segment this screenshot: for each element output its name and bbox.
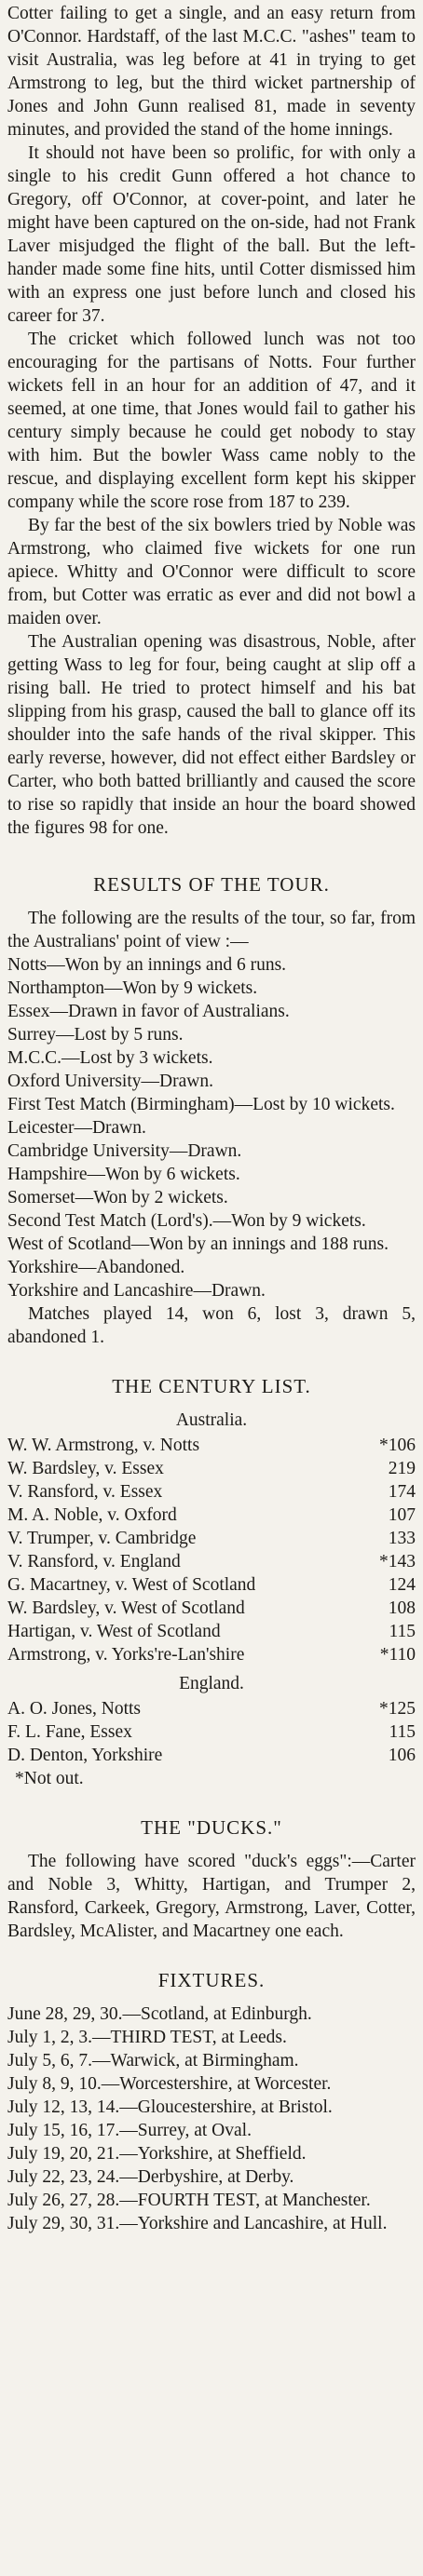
ducks-section <box>7 1814 416 1943</box>
century-row <box>7 1643 416 1666</box>
century-heading: THE CENTURY LIST. <box>112 1375 311 1397</box>
century-player: V. Ransford, v. Essex <box>7 1482 163 1502</box>
century-player: M. A. Noble, v. Oxford <box>7 1505 177 1525</box>
fixture-item: July 29, 30, 31.—Yorkshire and Lancashire, at Hull. <box>7 2214 388 2233</box>
century-section <box>7 1373 416 1790</box>
fixture-item: July 22, 23, 24.—Derbyshire, at Derby. <box>7 2167 294 2187</box>
fixture-item: July 15, 16, 17.—Surrey, at Oval. <box>7 2121 252 2140</box>
report-paragraph: The cricket which followed lunch was not too encouraging for the partisans of Notts. Four further wickets fell in an hour for an addition of 47, and it seemed, at one time, that Jones would fail to gather his century simply because he could get nobody to stay with him. But the bowler Wass came nobly to the rescue, and displaying excellent form kept his skipper company while the score rose from 187 to 239. <box>7 330 416 512</box>
australia-label: Australia. <box>175 1410 248 1430</box>
century-player: V. Trumper, v. Cambridge <box>7 1529 197 1548</box>
century-row <box>7 1597 416 1620</box>
century-score: 115 <box>389 1722 416 1742</box>
century-row <box>7 1550 416 1573</box>
century-row <box>7 1434 416 1457</box>
century-row <box>7 1697 416 1720</box>
fixtures-section <box>7 1967 416 2235</box>
century-row <box>7 1744 416 1767</box>
ducks-heading: THE "DUCKS." <box>141 1816 282 1839</box>
century-score: 115 <box>389 1622 416 1641</box>
fixture-item: July 19, 20, 21.—Yorkshire, at Sheffield. <box>7 2144 307 2164</box>
australia-century-table <box>7 1434 416 1666</box>
fixture-item: July 5, 6, 7.—Warwick, at Birmingham. <box>7 2051 299 2070</box>
result-item: Hampshire—Won by 6 wickets. <box>7 1165 240 1184</box>
century-row <box>7 1480 416 1504</box>
century-player: V. Ransford, v. England <box>7 1552 181 1571</box>
century-score: 124 <box>388 1575 416 1595</box>
century-player: F. L. Fane, Essex <box>7 1722 132 1742</box>
result-item: Surrey—Lost by 5 runs. <box>7 1025 184 1045</box>
fixture-item: July 1, 2, 3.—THIRD TEST, at Leeds. <box>7 2028 287 2047</box>
century-score: *106 <box>379 1436 416 1455</box>
century-score: *110 <box>379 1645 416 1665</box>
result-item: Oxford University—Drawn. <box>7 1072 213 1091</box>
fixture-item: July 8, 9, 10.—Worcestershire, at Worcester. <box>7 2074 332 2094</box>
century-player: A. O. Jones, Notts <box>7 1699 142 1719</box>
match-report <box>7 2 416 840</box>
result-item: Notts—Won by an innings and 6 runs. <box>7 955 287 975</box>
century-player: W. W. Armstrong, v. Notts <box>7 1436 200 1455</box>
fixture-item: July 12, 13, 14.—Gloucestershire, at Bristol. <box>7 2097 333 2117</box>
result-item: Yorkshire—Abandoned. <box>7 1258 185 1277</box>
century-row <box>7 1457 416 1480</box>
century-row <box>7 1720 416 1744</box>
not-out-note: *Not out. <box>15 1769 84 1788</box>
century-score: 133 <box>388 1529 416 1548</box>
century-player: Hartigan, v. West of Scotland <box>7 1622 221 1641</box>
century-score: 106 <box>388 1746 416 1765</box>
results-intro: The following are the results of the tour, so far, from the Australians' point of view :— <box>7 909 416 951</box>
century-row <box>7 1504 416 1527</box>
result-item: Northampton—Won by 9 wickets. <box>7 978 258 998</box>
century-score: 219 <box>388 1459 416 1478</box>
fixtures-list <box>7 2003 416 2235</box>
century-score: 174 <box>388 1482 416 1502</box>
ducks-text: The following have scored "duck's eggs":—Carter and Noble 3, Whitty, Hartigan, and Trumper 2, Ransford, Carkeek, Gregory, Armstrong, Laver, Cotter, Bardsley, McAlister, and Macartney one each. <box>7 1852 416 1941</box>
results-section <box>7 871 416 1349</box>
result-item: First Test Match (Birmingham)—Lost by 10 wickets. <box>7 1095 395 1114</box>
result-item: West of Scotland—Won by an innings and 188 runs. <box>7 1234 389 1254</box>
result-item: Somerset—Won by 2 wickets. <box>7 1188 228 1207</box>
result-item: Leicester—Drawn. <box>7 1118 146 1138</box>
century-player: W. Bardsley, v. West of Scotland <box>7 1598 245 1618</box>
report-paragraph: The Australian opening was disastrous, Noble, after getting Wass to leg for four, being caught at slip off a rising ball. He tried to protect himself and his bat slipping from his grasp, caused the ball to glance off its shoulder into the safe hands of the rival skipper. This early reverse, however, did not effect either Bardsley or Carter, who both batted brilliantly and caused the score to rise so rapidly that inside an hour the board showed the figures 98 for one. <box>7 632 416 838</box>
result-item: Essex—Drawn in favor of Australians. <box>7 1002 290 1021</box>
century-player: W. Bardsley, v. Essex <box>7 1459 164 1478</box>
results-list <box>7 953 416 1302</box>
result-item: Yorkshire and Lancashire—Drawn. <box>7 1281 266 1301</box>
century-player: D. Denton, Yorkshire <box>7 1746 163 1765</box>
report-paragraph: Cotter failing to get a single, and an easy return from O'Connor. Hardstaff, of the last M.C.C. "ashes" team to visit Australia, was leg before at 41 in trying to get Armstrong to leg, but the third wicket partnership of Jones and John Gunn realised 81, made in seventy minutes, and provided the stand of the home innings. <box>7 4 416 140</box>
century-row <box>7 1573 416 1597</box>
report-paragraph: By far the best of the six bowlers tried by Noble was Armstrong, who claimed five wickets for one run apiece. Whitty and O'Connor were difficult to score from, but Cotter was erratic as ever and did not bowl a maiden over. <box>7 516 416 628</box>
result-item: Second Test Match (Lord's).—Won by 9 wickets. <box>7 1211 366 1231</box>
century-row <box>7 1620 416 1643</box>
result-item: Cambridge University—Drawn. <box>7 1141 242 1161</box>
fixtures-heading: FIXTURES. <box>157 1969 266 1991</box>
england-century-table <box>7 1697 416 1767</box>
century-row <box>7 1527 416 1550</box>
century-player: G. Macartney, v. West of Scotland <box>7 1575 256 1595</box>
century-score: *143 <box>379 1552 416 1571</box>
result-item: M.C.C.—Lost by 3 wickets. <box>7 1048 213 1068</box>
century-player: Armstrong, v. Yorks're-Lan'shire <box>7 1645 245 1665</box>
england-label: England. <box>179 1674 244 1693</box>
fixture-item: June 28, 29, 30.—Scotland, at Edinburgh. <box>7 2004 312 2024</box>
fixture-item: July 26, 27, 28.—FOURTH TEST, at Manchester. <box>7 2191 371 2210</box>
results-summary: Matches played 14, won 6, lost 3, drawn 5, abandoned 1. <box>7 1304 416 1347</box>
results-heading: RESULTS OF THE TOUR. <box>93 873 330 896</box>
century-score: 107 <box>388 1505 416 1525</box>
century-score: *125 <box>379 1699 416 1719</box>
century-score: 108 <box>388 1598 416 1618</box>
report-paragraph: It should not have been so prolific, for with only a single to his credit Gunn offered a hot chance to Gregory, off O'Connor, at cover-point, and later he might have been captured on the on-side, had not Frank Laver misjudged the flight of the ball. But the left-hander made some fine hits, until Cotter dismissed him with an express one just before lunch and closed his career for 37. <box>7 143 416 326</box>
